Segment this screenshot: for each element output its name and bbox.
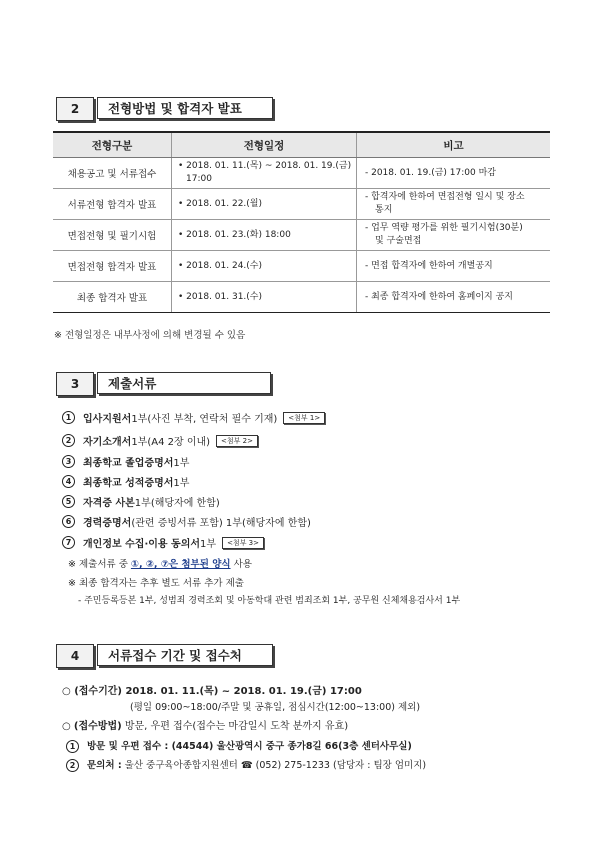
section-title: 전형방법 및 합격자 발표: [97, 97, 273, 119]
table-header-row: [53, 132, 550, 158]
circled-number: 1: [66, 740, 79, 753]
header-stage: 전형구분: [53, 132, 172, 158]
note-cell: - 합격자에 한하여 면접전형 일시 및 장소 통지: [357, 189, 551, 220]
stage-cell: 최종 합격자 발표: [53, 282, 172, 313]
attachment-tag: <첨부 2>: [216, 435, 258, 447]
list-item: 6 경력증명서 (관련 증빙서류 포함) 1부(해당자에 한함): [62, 514, 311, 529]
note-cell: - 면접 합격자에 한하여 개별공지: [357, 251, 551, 282]
date-cell: • 2018. 01. 11.(목) ~ 2018. 01. 19.(금) 17:00: [172, 158, 357, 189]
note-cell: - 업무 역량 평가를 위한 필기시험(30분) 및 구술면접: [357, 220, 551, 251]
date-cell: • 2018. 01. 31.(수): [172, 282, 357, 313]
section-title: 서류접수 기간 및 접수처: [97, 644, 273, 666]
section-title: 제출서류: [97, 372, 271, 394]
circled-number: 6: [62, 515, 75, 528]
section-number: 2: [56, 97, 94, 121]
stage-cell: 채용공고 및 서류접수: [53, 158, 172, 189]
circled-number: 7: [62, 536, 75, 549]
table-row: [53, 189, 550, 220]
attachment-link[interactable]: ①, ②, ⑦은 첨부된 양식: [130, 559, 231, 570]
stage-cell: 면접전형 및 필기시험: [53, 220, 172, 251]
schedule-table: [53, 131, 550, 313]
table-row: [53, 251, 550, 282]
circled-number: 2: [62, 434, 75, 447]
circled-number: 2: [66, 759, 79, 772]
date-cell: • 2018. 01. 22.(월): [172, 189, 357, 220]
visit-address: 1 방문 및 우편 접수 : (44544) 울산광역시 중구 종가8길 66(3층 센터사무실): [66, 738, 412, 753]
submission-period-detail: (평일 09:00~18:00/주말 및 공휴일, 점심시간(12:00~13:00) 제외): [130, 702, 421, 713]
attachment-note: ※ 제출서류 중 ①, ②, ⑦은 첨부된 양식 사용: [68, 559, 252, 570]
list-item: 1 입사지원서 1부(사진 부착, 연락처 필수 기재) <첨부 1>: [62, 410, 325, 425]
list-item: 4 최종학교 성적증명서 1부: [62, 474, 189, 489]
final-note: ※ 최종 합격자는 추후 별도 서류 추가 제출: [68, 578, 244, 589]
table-row: [53, 158, 550, 189]
date-cell: • 2018. 01. 24.(수): [172, 251, 357, 282]
header-note: 비고: [357, 132, 551, 158]
contact-info: 2 문의처 : 울산 중구육아종합지원센터 ☎ (052) 275-1233 (담당자 : 팀장 엄미지): [66, 757, 426, 772]
header-date: 전형일정: [172, 132, 357, 158]
circled-number: 1: [62, 411, 75, 424]
date-cell: • 2018. 01. 23.(화) 18:00: [172, 220, 357, 251]
circled-number: 5: [62, 495, 75, 508]
circled-number: 3: [62, 455, 75, 468]
stage-cell: 서류전형 합격자 발표: [53, 189, 172, 220]
list-item: 3 최종학교 졸업증명서 1부: [62, 454, 189, 469]
attachment-tag: <첨부 3>: [222, 537, 264, 549]
list-item: 2 자기소개서 1부(A4 2장 이내) <첨부 2>: [62, 433, 258, 448]
stage-cell: 면접전형 합격자 발표: [53, 251, 172, 282]
table-row: [53, 282, 550, 313]
section-number: 4: [56, 644, 94, 668]
schedule-footnote: ※ 전형일정은 내부사정에 의해 변경될 수 있음: [54, 330, 246, 341]
section-number: 3: [56, 372, 94, 396]
note-cell: - 최종 합격자에 한하여 홈페이지 공지: [357, 282, 551, 313]
table-row: [53, 220, 550, 251]
list-item: 7 개인정보 수집·이용 동의서 1부 <첨부 3>: [62, 535, 264, 550]
submission-method: ○ (접수방법) 방문, 우편 접수(접수는 마감일시 도착 분까지 유효): [62, 721, 349, 732]
attachment-tag: <첨부 1>: [283, 412, 325, 424]
final-documents: - 주민등록등본 1부, 성범죄 경력조회 및 아동학대 관련 범죄조회 1부, 공무원 신체채용검사서 1부: [78, 596, 461, 606]
note-cell: - 2018. 01. 19.(금) 17:00 마감: [357, 158, 551, 189]
list-item: 5 자격증 사본 1부(해당자에 한함): [62, 494, 220, 509]
circled-number: 4: [62, 475, 75, 488]
submission-period: ○ (접수기간) 2018. 01. 11.(목) ~ 2018. 01. 19.(금) 17:00: [62, 686, 362, 697]
